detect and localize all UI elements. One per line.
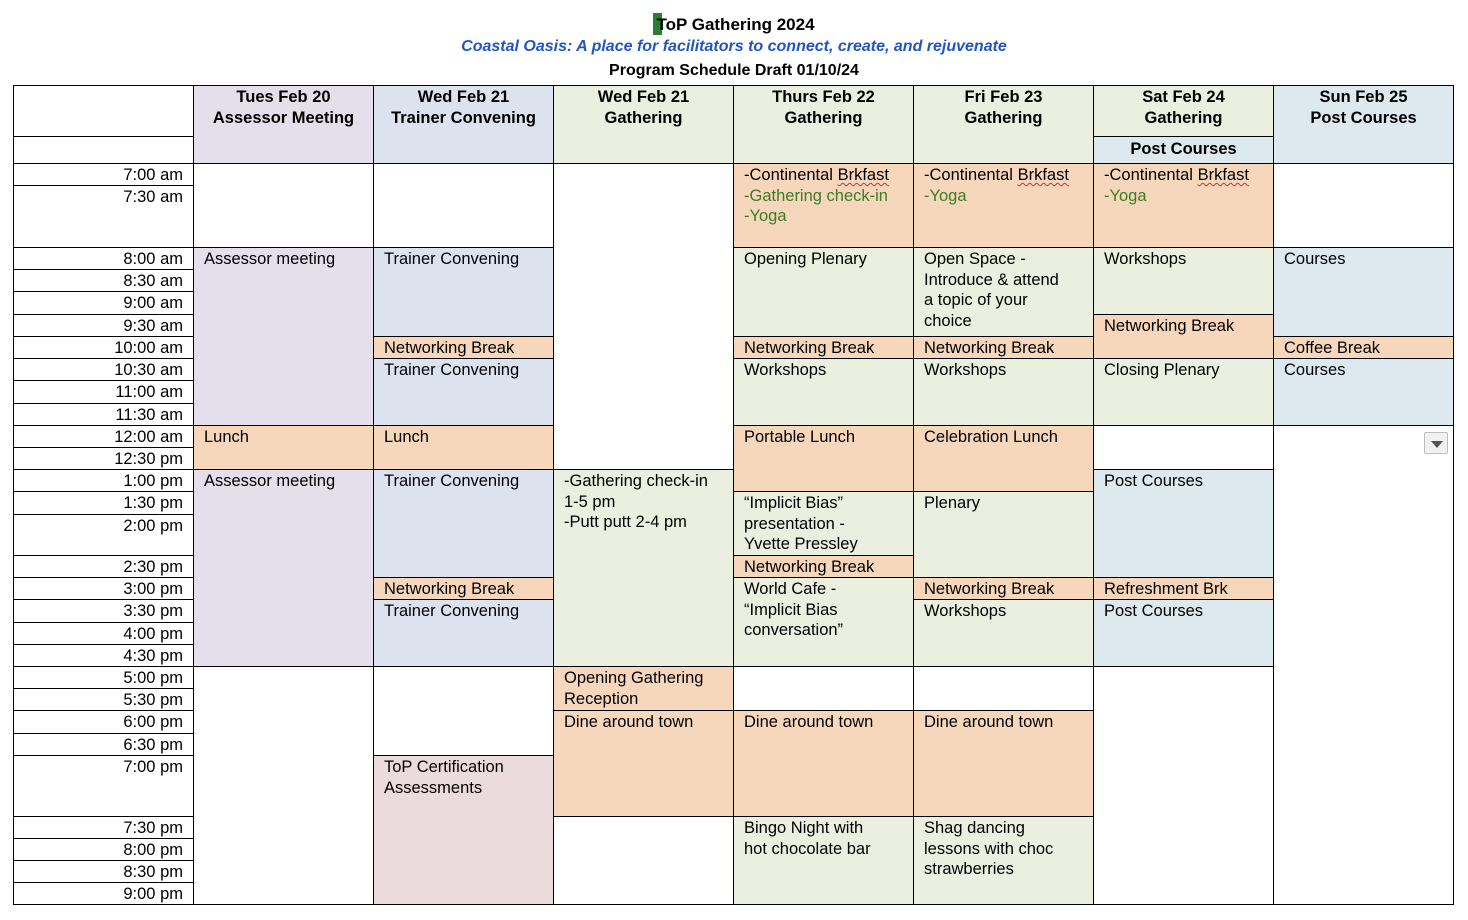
event-implicit-bias-presentation: “Implicit Bias” presentation - Yvette Pressley — [733, 491, 914, 556]
document-subtitle: Coastal Oasis: A place for facilitators to connect, create, and rejuvenate — [461, 38, 1007, 55]
event-workshops-thu: Workshops — [733, 358, 914, 426]
event-bingo-night: Bingo Night with hot chocolate bar — [733, 816, 914, 905]
event-plenary-fri: Plenary — [913, 491, 1094, 578]
event-networking-break-wed-1: Networking Break — [373, 336, 554, 359]
event-breakfast-fri: -Continental Brkfast -Yoga — [913, 163, 1094, 248]
empty-slot — [553, 816, 734, 905]
event-lunch-wed: Lunch — [373, 425, 554, 470]
time-row: 2:00 pm — [13, 514, 194, 556]
time-row: 11:00 am — [13, 380, 194, 404]
event-coffee-break: Coffee Break — [1273, 336, 1454, 359]
time-row: 1:00 pm — [13, 469, 194, 492]
event-workshops-fri-2: Workshops — [913, 599, 1094, 667]
event-world-cafe: World Cafe - “Implicit Bias conversation” — [733, 577, 914, 667]
time-row: 4:00 pm — [13, 622, 194, 645]
empty-slot — [373, 666, 554, 756]
event-networking-break-thu-2: Networking Break — [733, 555, 914, 578]
corner-cell — [13, 85, 194, 137]
time-row: 12:00 am — [13, 425, 194, 448]
empty-slot — [733, 666, 914, 711]
empty-slot — [193, 666, 374, 905]
event-trainer-convening-4: Trainer Convening — [373, 599, 554, 667]
time-row: 8:30 pm — [13, 860, 194, 883]
event-shag-dancing: Shag dancing lessons with choc strawberries — [913, 816, 1094, 905]
empty-slot — [1273, 163, 1454, 248]
time-row: 1:30 pm — [13, 491, 194, 515]
event-assessor-meeting-pm: Assessor meeting — [193, 469, 374, 667]
event-top-certification: ToP Certification Assessments — [373, 755, 554, 905]
event-open-space: Open Space - Introduce & attend a topic of your choice — [913, 247, 1094, 337]
time-row: 5:30 pm — [13, 688, 194, 711]
time-row: 9:00 pm — [13, 882, 194, 905]
time-row: 3:00 pm — [13, 577, 194, 600]
event-courses-sun-2: Courses — [1273, 358, 1454, 426]
time-row: 3:30 pm — [13, 599, 194, 623]
time-row: 6:00 pm — [13, 710, 194, 734]
event-workshops-sat: Workshops — [1093, 247, 1274, 315]
day-header-sat-sub: Post Courses — [1093, 136, 1274, 164]
event-breakfast-thu: -Continental Brkfast -Gathering check-in -Yoga — [733, 163, 914, 248]
day-header-thu: Thurs Feb 22 Gathering — [733, 85, 914, 164]
time-row: 10:30 am — [13, 358, 194, 381]
time-row: 9:30 am — [13, 314, 194, 337]
event-networking-break-fri-2: Networking Break — [913, 577, 1094, 600]
event-opening-reception: Opening Gathering Reception — [553, 666, 734, 711]
event-trainer-convening-3: Trainer Convening — [373, 469, 554, 578]
dropdown-arrow-icon[interactable] — [1424, 432, 1448, 454]
event-portable-lunch: Portable Lunch — [733, 425, 914, 492]
time-row: 5:00 pm — [13, 666, 194, 689]
time-row: 8:30 am — [13, 269, 194, 292]
event-opening-plenary: Opening Plenary — [733, 247, 914, 337]
time-row: 10:00 am — [13, 336, 194, 359]
event-breakfast-sat: -Continental Brkfast -Yoga — [1093, 163, 1274, 248]
time-row: 9:00 am — [13, 291, 194, 315]
event-gathering-checkin: -Gathering check-in 1-5 pm -Putt putt 2-4 pm — [553, 469, 734, 667]
time-row: 2:30 pm — [13, 555, 194, 578]
day-header-wed-trainer: Wed Feb 21 Trainer Convening — [373, 85, 554, 164]
time-row: 8:00 pm — [13, 838, 194, 861]
time-row: 12:30 pm — [13, 447, 194, 470]
day-header-tue: Tues Feb 20 Assessor Meeting — [193, 85, 374, 164]
event-assessor-meeting-am: Assessor meeting — [193, 247, 374, 426]
event-dine-around-town-wed: Dine around town — [553, 710, 734, 817]
day-header-sat: Sat Feb 24 Gathering — [1093, 85, 1274, 137]
event-workshops-fri-1: Workshops — [913, 358, 1094, 426]
program-schedule-label: Program Schedule Draft 01/10/24 — [609, 62, 859, 79]
time-row: 4:30 pm — [13, 644, 194, 667]
event-celebration-lunch: Celebration Lunch — [913, 425, 1094, 492]
empty-slot — [553, 163, 734, 470]
time-row: 7:00 am — [13, 163, 194, 186]
time-row: 11:30 am — [13, 403, 194, 426]
time-row: 6:30 pm — [13, 733, 194, 756]
event-post-courses-sat-2: Post Courses — [1093, 599, 1274, 667]
event-courses-sun-1: Courses — [1273, 247, 1454, 337]
corner-cell-sub — [13, 136, 194, 164]
event-post-courses-sat-1: Post Courses — [1093, 469, 1274, 578]
event-lunch-tue: Lunch — [193, 425, 374, 470]
empty-slot — [1093, 666, 1274, 905]
document-title: ToP Gathering 2024 — [0, 13, 1468, 35]
time-row: 8:00 am — [13, 247, 194, 270]
day-header-sun: Sun Feb 25 Post Courses — [1273, 85, 1454, 164]
day-header-wed-gathering: Wed Feb 21 Gathering — [553, 85, 734, 164]
event-refreshment-break: Refreshment Brk — [1093, 577, 1274, 600]
empty-slot — [373, 163, 554, 248]
event-closing-plenary: Closing Plenary — [1093, 358, 1274, 426]
empty-slot — [1273, 425, 1454, 905]
event-networking-break-fri-1: Networking Break — [913, 336, 1094, 359]
empty-slot — [913, 666, 1094, 711]
empty-slot — [193, 163, 374, 248]
event-networking-break-wed-2: Networking Break — [373, 577, 554, 600]
event-dine-around-town-thu: Dine around town — [733, 710, 914, 817]
event-networking-break-thu-1: Networking Break — [733, 336, 914, 359]
empty-slot — [1093, 425, 1274, 470]
time-row: 7:30 am — [13, 185, 194, 248]
day-header-fri: Fri Feb 23 Gathering — [913, 85, 1094, 164]
event-dine-around-town-fri: Dine around town — [913, 710, 1094, 817]
time-row: 7:00 pm — [13, 755, 194, 817]
event-trainer-convening-2: Trainer Convening — [373, 358, 554, 426]
event-trainer-convening-1: Trainer Convening — [373, 247, 554, 337]
event-networking-break-sat: Networking Break — [1093, 314, 1274, 359]
time-row: 7:30 pm — [13, 816, 194, 839]
